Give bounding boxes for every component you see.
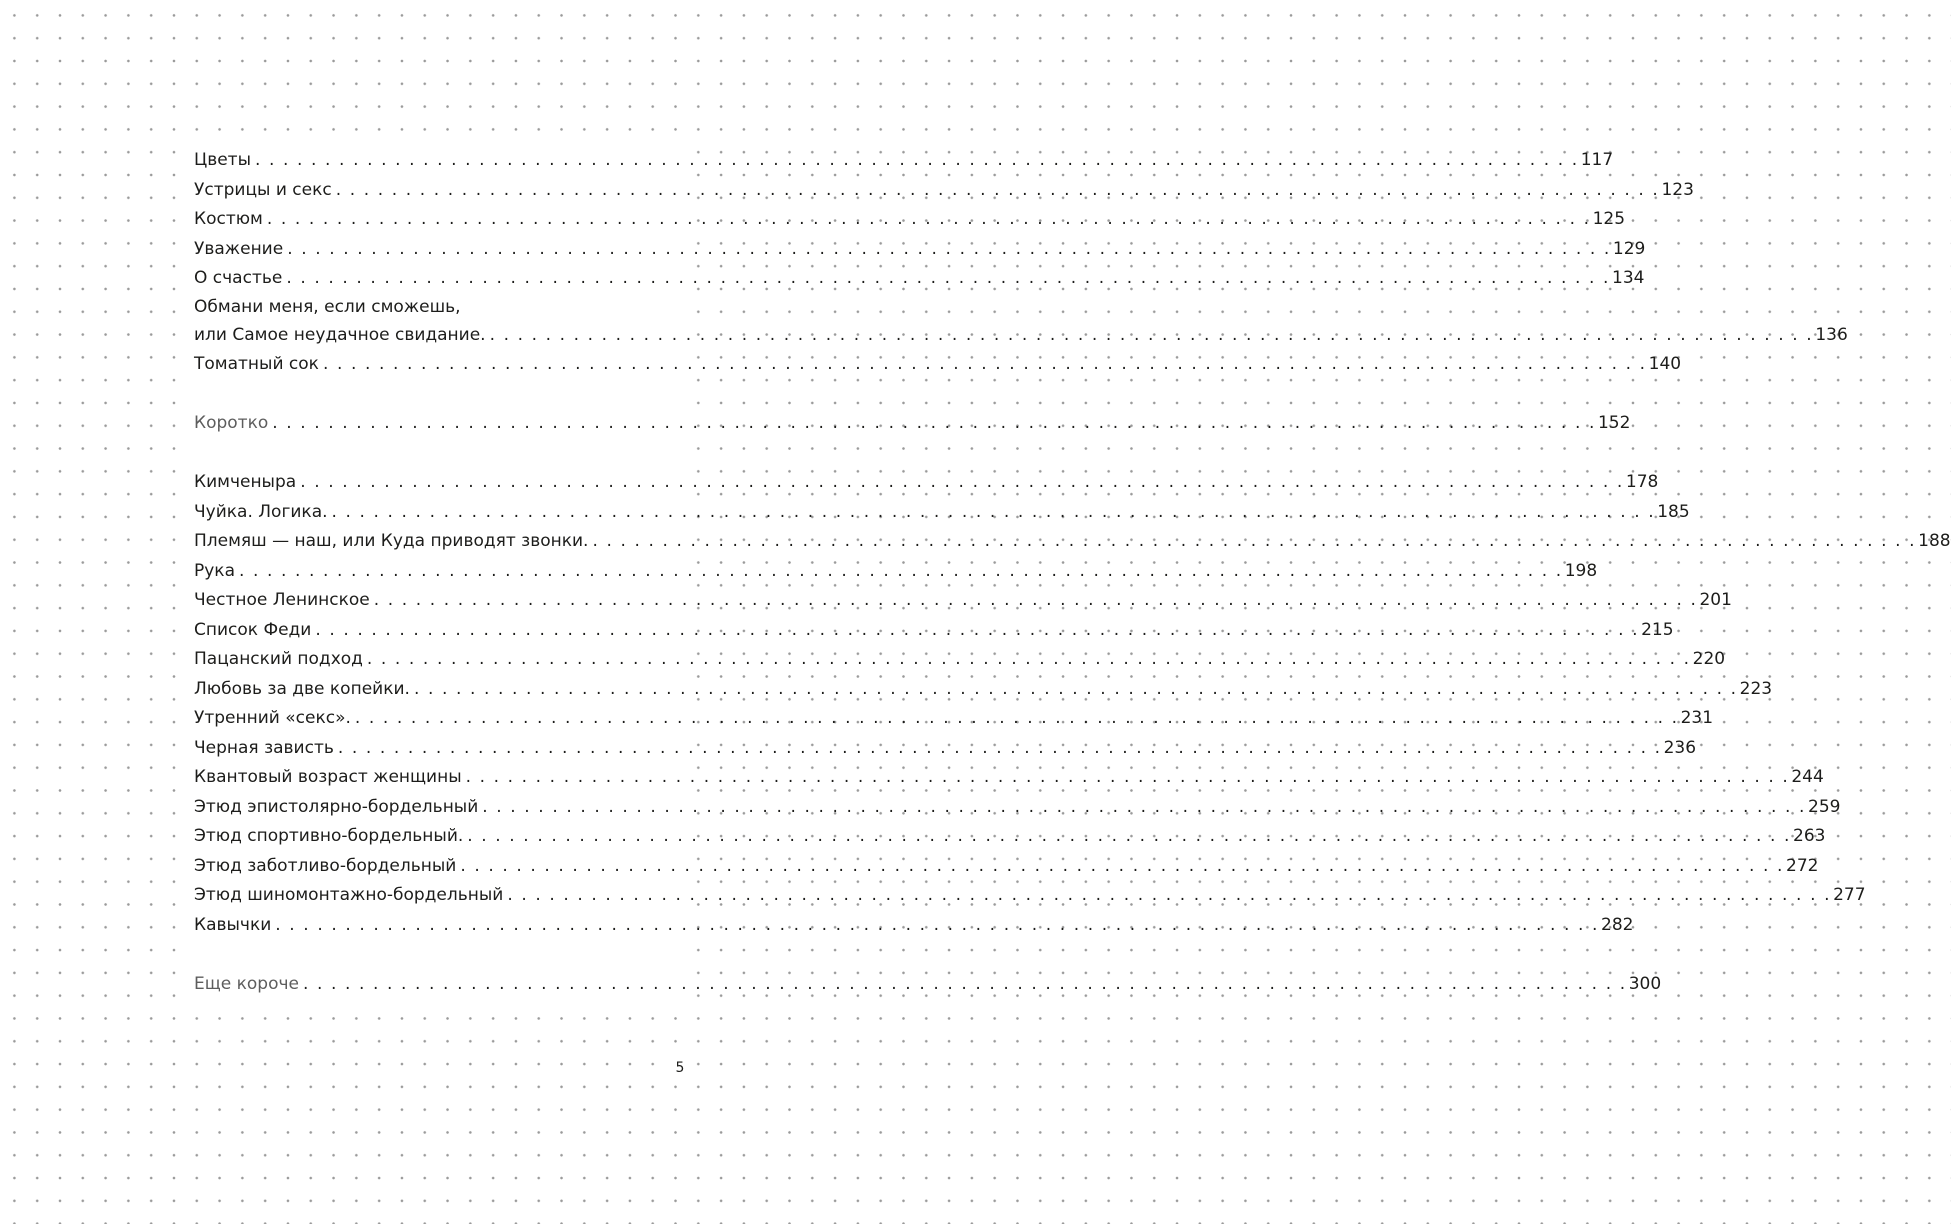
toc-entry-title: Этюд спортивно-бордельный.: [194, 826, 464, 846]
toc-entry[interactable]: [194, 176, 1694, 206]
toc-entry[interactable]: [194, 704, 1714, 734]
toc-entry-page: 215: [1641, 619, 1674, 640]
dot-leader: . . . . . . . . . . . . . . . . . . . . . . . . . . . . . . . . . . . . . . . . . . . . . . . . . . . . . . . . . . . . . . . . . . . . . . . . . . . . . . . . . . . . . . . . . . . . . . .: [335, 179, 1660, 200]
toc-entry-title: Пацанский подход: [194, 649, 363, 669]
toc-entry[interactable]: [194, 586, 1732, 616]
toc-entry[interactable]: [194, 734, 1697, 764]
toc-entry-title: Костюм: [194, 209, 263, 229]
toc-group-section-eshche-koroche: [194, 970, 1662, 1000]
dot-leader: . . . . . . . . . . . . . . . . . . . . . . . . . . . . . . . . . . . . . . . . . . . . . . . . . . . . . . . . . . . . . . . . . . . . . . . . . . . . . . . . . . . . . . . . . . . . . . .: [465, 767, 1790, 787]
dot-leader: . . . . . . . . . . . . . . . . . . . . . . . . . . . . . . . . . . . . . . . . . . . . . . . . . . . . . . . . . . . . . . . . . . . . . . . . . . . . . . . . . . . . . . . . . . . . . . .: [322, 354, 1647, 374]
toc-group-stories: [194, 146, 1848, 380]
toc-group-section-korotko: [194, 409, 1631, 439]
toc-entry-title: Кавычки: [194, 914, 272, 935]
dot-leader: . . . . . . . . . . . . . . . . . . . . . . . . . . . . . . . . . . . . . . . . . . . . . . . . . . . . . . . . . . . . . . . . . . . . . . . . . . . . . . . . . . . . . . . . . . . . . . .: [354, 708, 1679, 728]
toc-entry-page: 231: [1680, 708, 1714, 728]
toc-entry-page: 198: [1564, 560, 1598, 581]
toc-entry[interactable]: [194, 793, 1841, 823]
toc-entry[interactable]: [194, 881, 1866, 911]
toc-entry[interactable]: [194, 527, 1951, 557]
toc-entry-page: 185: [1657, 501, 1690, 522]
toc-entry[interactable]: [194, 235, 1646, 265]
page-number: 5: [672, 1058, 688, 1078]
toc-entry-title: Утренний «секс».: [194, 708, 351, 728]
toc-entry-page: 244: [1791, 767, 1824, 787]
toc-entry-title: Черная зависть: [194, 737, 334, 758]
toc-entry-page: 140: [1648, 354, 1682, 374]
toc-section-title: Еще короче: [194, 973, 299, 994]
toc-entry-title: Кимченыра: [194, 472, 297, 492]
toc-entry-title: Список Феди: [194, 619, 312, 640]
dot-leader: . . . . . . . . . . . . . . . . . . . . . . . . . . . . . . . . . . . . . . . . . . . . . . . . . . . . . . . . . . . . . . . . . . . . . . . . . . . . . . . . . . . . . . . . . . . . . . .: [482, 796, 1806, 817]
toc-entry-title: Честное Ленинское: [194, 590, 370, 610]
dot-leader: . . . . . . . . . . . . . . . . . . . . . . . . . . . . . . . . . . . . . . . . . . . . . . . . . . . . . . . . . . . . . . . . . . . . . . . . . . . . . . . . . . . . . . . . . . . . . . .: [331, 501, 1656, 522]
toc-entry-title: Рука: [194, 560, 235, 581]
table-of-contents: [194, 146, 1951, 999]
dot-leader: . . . . . . . . . . . . . . . . . . . . . . . . . . . . . . . . . . . . . . . . . . . . . . . . . . . . . . . . . . . . . . . . . . . . . . . . . . . . . . . . . . . . . . . . . . . . . . .: [337, 737, 1662, 758]
toc-entry-page: 263: [1793, 826, 1826, 846]
dot-leader: . . . . . . . . . . . . . . . . . . . . . . . . . . . . . . . . . . . . . . . . . . . . . . . . . . . . . . . . . . . . . . . . . . . . . . . . . . . . . . . . . . . . . . . . . . . . . . .: [239, 560, 1563, 581]
dot-leader: . . . . . . . . . . . . . . . . . . . . . . . . . . . . . . . . . . . . . . . . . . . . . . . . . . . . . . . . . . . . . . . . . . . . . . . . . . . . . . . . . . . . . . . . . . . . . . .: [275, 914, 1600, 935]
toc-entry-page: 272: [1786, 855, 1819, 876]
toc-entry[interactable]: [194, 557, 1598, 587]
toc-entry[interactable]: [194, 645, 1726, 675]
toc-section-title: Коротко: [194, 413, 269, 433]
dot-leader: . . . . . . . . . . . . . . . . . . . . . . . . . . . . . . . . . . . . . . . . . . . . . . . . . . . . . . . . . . . . . . . . . . . . . . . . . . . . . . . . . . . . . . . . . . . . . . .: [489, 324, 1814, 345]
dot-leader: . . . . . . . . . . . . . . . . . . . . . . . . . . . . . . . . . . . . . . . . . . . . . . . . . . . . . . . . . . . . . . . . . . . . . . . . . . . . . . . . . . . . . . . . . . . . . . .: [366, 649, 1691, 669]
toc-entry[interactable]: [194, 822, 1826, 852]
toc-entry-title: Этюд шиномонтажно-бордельный: [194, 885, 504, 905]
toc-entry[interactable]: [194, 350, 1682, 380]
dot-leader: . . . . . . . . . . . . . . . . . . . . . . . . . . . . . . . . . . . . . . . . . . . . . . . . . . . . . . . . . . . . . . . . . . . . . . . . . . . . . . . . . . . . . . . . . . . . . . .: [592, 531, 1917, 551]
toc-entry-multiline[interactable]: [194, 294, 1848, 351]
toc-entry-page: 178: [1625, 472, 1659, 492]
toc-entry-title: Племяш — наш, или Куда приводят звонки.: [194, 531, 589, 551]
toc-entry[interactable]: [194, 763, 1824, 793]
dot-leader: . . . . . . . . . . . . . . . . . . . . . . . . . . . . . . . . . . . . . . . . . . . . . . . . . . . . . . . . . . . . . . . . . . . . . . . . . . . . . . . . . . . . . . . . . . . . . . .: [302, 973, 1627, 994]
toc-entry-page: 300: [1628, 973, 1662, 994]
dot-leader: . . . . . . . . . . . . . . . . . . . . . . . . . . . . . . . . . . . . . . . . . . . . . . . . . . . . . . . . . . . . . . . . . . . . . . . . . . . . . . . . . . . . . . . . . . . . . . .: [373, 590, 1698, 610]
toc-entry[interactable]: [194, 675, 1773, 705]
toc-entry[interactable]: [194, 205, 1626, 235]
toc-entry[interactable]: [194, 468, 1659, 498]
toc-entry-title-line1: Обмани меня, если сможешь,: [194, 296, 461, 317]
dot-leader: . . . . . . . . . . . . . . . . . . . . . . . . . . . . . . . . . . . . . . . . . . . . . . . . . . . . . . . . . . . . . . . . . . . . . . . . . . . . . . . . . . . . . . . . . . . . . . .: [460, 855, 1785, 876]
toc-entry-page: 282: [1601, 914, 1634, 935]
toc-entry-page: 188: [1918, 531, 1951, 551]
toc-entry-title: Уважение: [194, 238, 284, 259]
toc-entry-title: О счастье: [194, 268, 283, 288]
dot-leader: . . . . . . . . . . . . . . . . . . . . . . . . . . . . . . . . . . . . . . . . . . . . . . . . . . . . . . . . . . . . . . . . . . . . . . . . . . . . . . . . . . . . . . . . . . . . . . .: [286, 268, 1611, 288]
toc-entry-title: Чуйка. Логика.: [194, 501, 328, 522]
toc-entry-page: 129: [1612, 238, 1646, 259]
toc-entry[interactable]: [194, 852, 1819, 882]
dot-leader: . . . . . . . . . . . . . . . . . . . . . . . . . . . . . . . . . . . . . . . . . . . . . . . . . . . . . . . . . . . . . . . . . . . . . . . . . . . . . . . . . . . . . . . . . . . . . . .: [287, 238, 1611, 259]
toc-section-entry[interactable]: [194, 970, 1662, 1000]
toc-entry-page: 136: [1815, 324, 1848, 345]
toc-entry-title: Этюд эпистолярно-бордельный: [194, 796, 479, 817]
toc-entry-title: или Самое неудачное свидание.: [194, 324, 486, 345]
toc-entry: [194, 321, 1848, 351]
toc-entry-page: 152: [1597, 413, 1631, 433]
dot-leader: . . . . . . . . . . . . . . . . . . . . . . . . . . . . . . . . . . . . . . . . . . . . . . . . . . . . . . . . . . . . . . . . . . . . . . . . . . . . . . . . . . . . . . . . . . . . . . .: [413, 678, 1738, 699]
toc-entry[interactable]: [194, 498, 1690, 528]
dot-leader: . . . . . . . . . . . . . . . . . . . . . . . . . . . . . . . . . . . . . . . . . . . . . . . . . . . . . . . . . . . . . . . . . . . . . . . . . . . . . . . . . . . . . . . . . . . . . . .: [272, 413, 1596, 433]
toc-entry-title: Квантовый возраст женщины: [194, 767, 462, 787]
toc-entry-page: 220: [1692, 649, 1726, 669]
toc-entry-page: 223: [1739, 678, 1773, 699]
toc-entry-page: 117: [1580, 150, 1614, 170]
toc-entry-page: 201: [1699, 590, 1732, 610]
toc-entry-title: Этюд заботливо-бордельный: [194, 855, 457, 876]
toc-entry-page: 277: [1833, 885, 1866, 905]
toc-entry-title: Цветы: [194, 150, 252, 170]
toc-entry-page: 125: [1592, 209, 1626, 229]
toc-entry[interactable]: [194, 911, 1634, 941]
toc-entry-title: Любовь за две копейки.: [194, 678, 410, 699]
dot-leader: . . . . . . . . . . . . . . . . . . . . . . . . . . . . . . . . . . . . . . . . . . . . . . . . . . . . . . . . . . . . . . . . . . . . . . . . . . . . . . . . . . . . . . . . . . . . . . .: [507, 885, 1832, 905]
toc-entry-page: 123: [1661, 179, 1694, 200]
dot-leader: . . . . . . . . . . . . . . . . . . . . . . . . . . . . . . . . . . . . . . . . . . . . . . . . . . . . . . . . . . . . . . . . . . . . . . . . . . . . . . . . . . . . . . . . . . . . . . .: [315, 619, 1640, 640]
dot-leader: . . . . . . . . . . . . . . . . . . . . . . . . . . . . . . . . . . . . . . . . . . . . . . . . . . . . . . . . . . . . . . . . . . . . . . . . . . . . . . . . . . . . . . . . . . . . . . .: [467, 826, 1791, 846]
toc-entry-page: 236: [1663, 737, 1697, 758]
toc-entry-page: 134: [1612, 268, 1645, 288]
toc-entry-title: Устрицы и секс: [194, 179, 332, 200]
toc-entry-title: Томатный сок: [194, 354, 319, 374]
toc-section-entry[interactable]: [194, 409, 1631, 439]
dot-leader: . . . . . . . . . . . . . . . . . . . . . . . . . . . . . . . . . . . . . . . . . . . . . . . . . . . . . . . . . . . . . . . . . . . . . . . . . . . . . . . . . . . . . . . . . . . . . . .: [255, 150, 1579, 170]
toc-entry[interactable]: [194, 264, 1645, 294]
toc-entry[interactable]: [194, 146, 1614, 176]
toc-entry-page: 259: [1808, 796, 1841, 817]
dot-leader: . . . . . . . . . . . . . . . . . . . . . . . . . . . . . . . . . . . . . . . . . . . . . . . . . . . . . . . . . . . . . . . . . . . . . . . . . . . . . . . . . . . . . . . . . . . . . . .: [266, 209, 1591, 229]
toc-entry[interactable]: [194, 616, 1674, 646]
toc-group-short-stories: [194, 468, 1951, 940]
dot-leader: . . . . . . . . . . . . . . . . . . . . . . . . . . . . . . . . . . . . . . . . . . . . . . . . . . . . . . . . . . . . . . . . . . . . . . . . . . . . . . . . . . . . . . . . . . . . . . .: [300, 472, 1624, 492]
